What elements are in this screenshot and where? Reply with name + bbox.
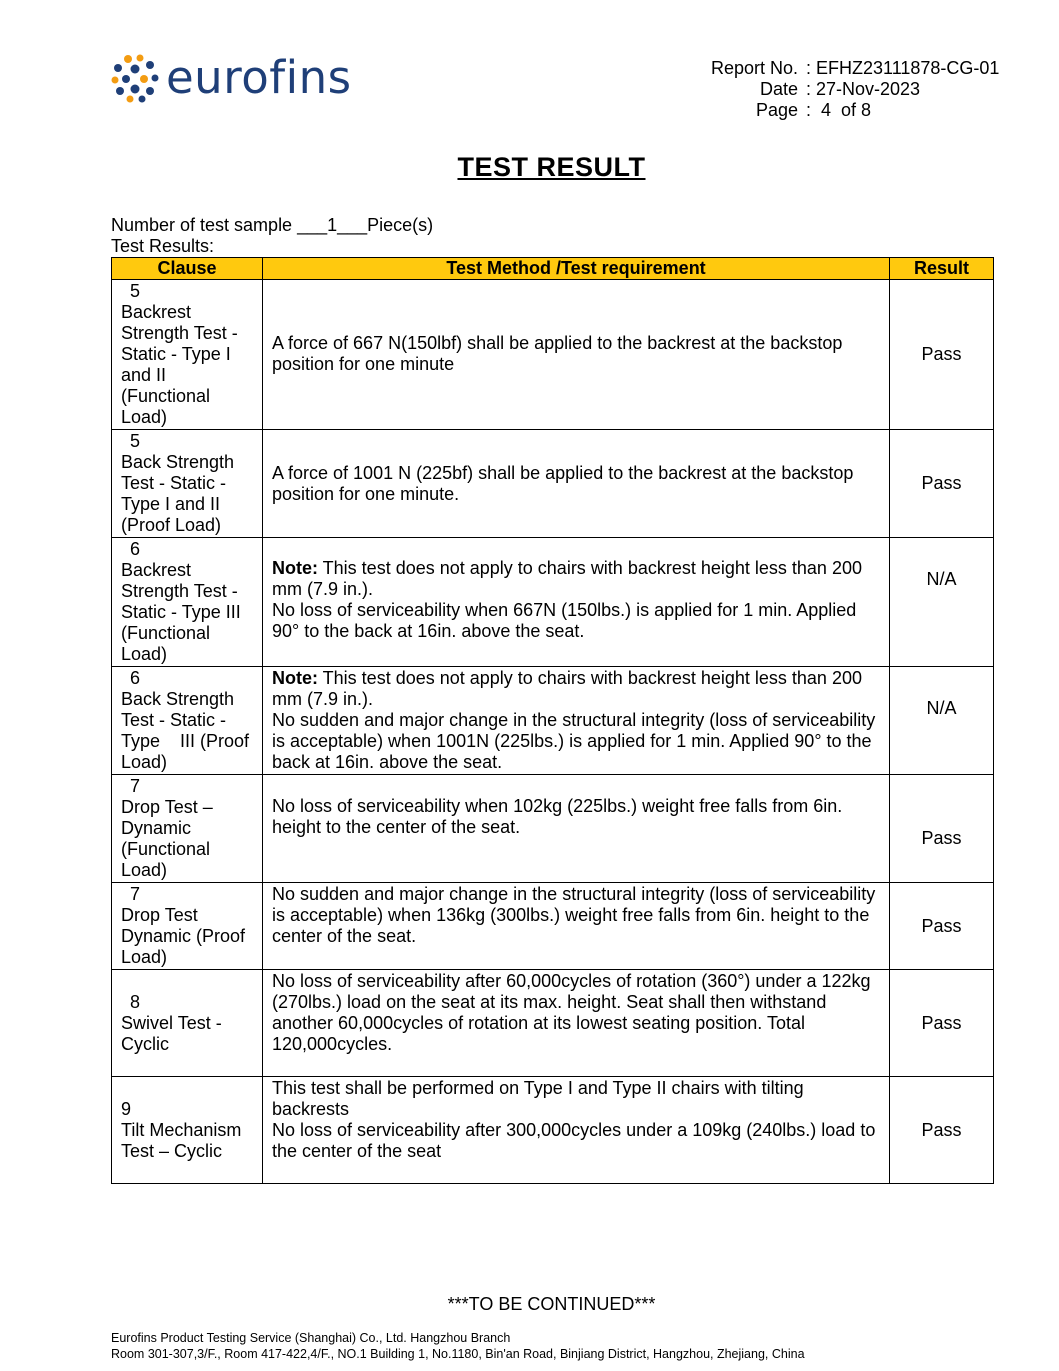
table-row <box>112 280 994 430</box>
result-cell: Pass <box>890 280 994 430</box>
results-label: Test Results: <box>111 236 215 256</box>
eurofins-logo <box>110 52 352 104</box>
to-be-continued: ***TO BE CONTINUED*** <box>447 1294 656 1314</box>
result-cell: Pass <box>890 430 994 538</box>
clause-cell <box>112 883 263 970</box>
result-cell: Pass <box>890 970 994 1077</box>
clause-number: 7 <box>130 776 141 796</box>
requirement-text: A force of 667 N(150lbf) shall be applied to the backrest at the backstop position for one minute <box>272 333 843 374</box>
header-requirement: Test Method /Test requirement <box>263 258 890 280</box>
clause-cell <box>112 280 263 430</box>
table-row <box>112 1077 994 1184</box>
eurofins-dots-icon <box>110 53 160 103</box>
results-table <box>111 257 994 1184</box>
clause-name: Tilt Mechanism Test – Cyclic <box>121 1119 242 1161</box>
clause-cell <box>112 970 263 1077</box>
date-row <box>650 79 999 100</box>
report-no-row <box>650 58 999 79</box>
clause-cell <box>112 430 263 538</box>
date-label: Date <box>759 79 798 99</box>
result-cell: N/A <box>890 667 994 775</box>
requirement-cell <box>263 775 890 883</box>
clause-name: Backrest Strength Test - Static - Type III (Functional Load) <box>121 560 241 664</box>
note-label: Note: <box>272 558 318 578</box>
page-title: TEST RESULT <box>457 152 646 182</box>
clause-name: Drop Test Dynamic (Proof Load) <box>121 905 246 967</box>
logo-text: eurofins <box>166 51 352 104</box>
clause-cell <box>112 538 263 667</box>
page-value: : 4 of 8 <box>806 100 872 120</box>
table-row <box>112 883 994 970</box>
result-cell: N/A <box>890 538 994 667</box>
clause-number: 7 <box>130 884 141 904</box>
requirement-text: A force of 1001 N (225bf) shall be applied to the backrest at the backstop position for one minute. <box>272 462 854 504</box>
clause-cell <box>112 667 263 775</box>
requirement-text: This test does not apply to chairs with backrest height less than 200 mm (7.9 in.). No sudden and major change in the structural integrity (loss of serviceability is acceptable) when 1001N (225lbs.) is applied for 1 min. Applied 90° to the back at 16in. above the seat. <box>272 668 876 772</box>
report-info <box>650 58 999 121</box>
clause-number: 9 <box>121 1098 132 1119</box>
header-result: Result <box>890 258 994 280</box>
clause-number: 6 <box>130 539 141 559</box>
requirement-cell <box>263 667 890 775</box>
requirement-text: This test shall be performed on Type I and Type II chairs with tilting backrests No loss of serviceability after 300,000cycles under a 109kg (240lbs.) load to the center of the seat <box>272 1078 876 1161</box>
result-cell: Pass <box>890 883 994 970</box>
table-row <box>112 970 994 1077</box>
table-row <box>112 430 994 538</box>
report-no-label: Report No. <box>710 58 798 78</box>
requirement-cell <box>263 538 890 667</box>
page-label: Page <box>755 100 798 120</box>
clause-cell <box>112 1077 263 1184</box>
table-header-row <box>112 258 994 280</box>
requirement-cell <box>263 970 890 1077</box>
note-label: Note: <box>272 668 318 688</box>
table-row <box>112 775 994 883</box>
requirement-text: No loss of serviceability after 60,000cycles of rotation (360°) under a 122kg (270lbs.) load on the seat at its max. height. Seat shall then withstand another 60,000cycles of rotation at its lowest seating position. Total 120,000cycles. <box>272 971 871 1054</box>
clause-number: 8 <box>130 991 141 1012</box>
clause-name: Drop Test – Dynamic (Functional Load) <box>121 797 213 880</box>
footer <box>111 1330 805 1362</box>
clause-name: Swivel Test - Cyclic <box>121 1012 222 1054</box>
clause-number: 5 <box>130 281 141 301</box>
requirement-cell <box>263 430 890 538</box>
sample-count: Number of test sample ___1___Piece(s) <box>111 215 434 235</box>
requirement-text: This test does not apply to chairs with backrest height less than 200 mm (7.9 in.). No loss of serviceability when 667N (150lbs.) is applied for 1 min. Applied 90° to the back at 16in. above the seat. <box>272 558 862 641</box>
table-row <box>112 667 994 775</box>
date-value: : 27-Nov-2023 <box>806 79 921 99</box>
table-row <box>112 538 994 667</box>
clause-number: 5 <box>130 431 141 451</box>
requirement-cell <box>263 883 890 970</box>
requirement-text: No loss of serviceability when 102kg (225lbs.) weight free falls from 6in. height to the center of the seat. <box>272 796 843 837</box>
clause-cell <box>112 775 263 883</box>
result-cell: Pass <box>890 1077 994 1184</box>
clause-name: Back Strength Test - Static - Type I and II (Proof Load) <box>121 452 235 535</box>
requirement-text: No sudden and major change in the structural integrity (loss of serviceability is acceptable) when 136kg (300lbs.) weight free falls from 6in. height to the center of the seat. <box>272 884 876 946</box>
footer-company: Eurofins Product Testing Service (Shanghai) Co., Ltd. Hangzhou Branch <box>111 1331 511 1345</box>
report-no-value: : EFHZ23111878-CG-01 <box>806 58 1000 78</box>
clause-name: Back Strength Test - Static - Type III (Proof Load) <box>121 689 255 772</box>
clause-number: 6 <box>130 668 141 688</box>
requirement-cell <box>263 1077 890 1184</box>
requirement-cell <box>263 280 890 430</box>
page-row <box>650 100 999 121</box>
header-clause: Clause <box>112 258 263 280</box>
result-cell: Pass <box>890 775 994 883</box>
footer-address: Room 301-307,3/F., Room 417-422,4/F., NO.1 Building 1, No.1180, Bin'an Road, Binjiang District, Hangzhou, Zhejiang, China <box>111 1347 805 1361</box>
clause-name: Backrest Strength Test - Static - Type I and II (Functional Load) <box>121 302 238 427</box>
